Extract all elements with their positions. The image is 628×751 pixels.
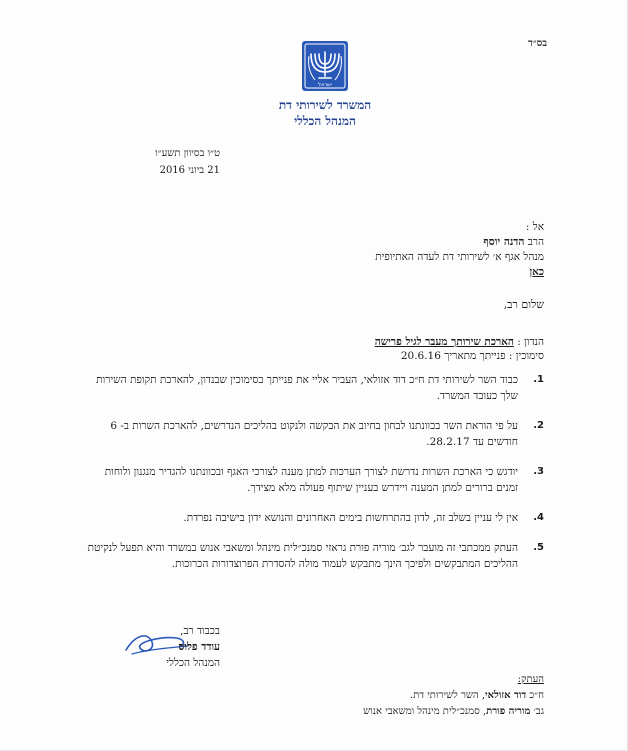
item-number: 3.: [533, 466, 544, 477]
item-number: 1.: [533, 374, 544, 385]
subject-reference: סימוכין : פנייתך מתאריך 20.6.16: [400, 350, 544, 362]
recipient-here: כאן: [529, 266, 544, 278]
closing-block: [130, 623, 220, 671]
greeting: שלום רב,: [503, 298, 544, 311]
cc-block: [164, 672, 544, 720]
recipient-prefix: הרב: [524, 236, 544, 248]
subject-line: [124, 335, 544, 349]
recipient-name-line: [144, 235, 544, 250]
recipient-name: הדנה יוסף: [483, 236, 525, 248]
item-number: 4.: [533, 512, 544, 523]
cc-line-1-rest: , השר לשירותי דת.: [409, 690, 486, 701]
emblem-text: ישראל: [318, 82, 332, 88]
subject-block: [124, 335, 544, 363]
ministry-name: המשרד לשירותי דת: [278, 98, 372, 112]
item-text: כבוד השר לשירותי דת ח״כ דוד אזולאי, העביר אליי את פנייתך בסימוכין שבנדון, להארכת תקופת השירות שלך כעובד המשרד.: [96, 374, 518, 402]
closing-regards: בכבוד רב,: [180, 625, 220, 637]
to-label: אל :: [525, 221, 544, 233]
signer-name: עודד פלוס: [178, 641, 220, 653]
item-text: אין לי עניין בשלב זה, לדון בהתרחשות בימים האחרונים והנושא ידון בישיבה נפרדת.: [183, 512, 518, 524]
cc-line-2: [164, 704, 544, 720]
subject-label: הנדון :: [513, 336, 544, 348]
recipient-block: [144, 220, 544, 280]
cc-title: העתק:: [517, 674, 544, 685]
gregorian-date: 21 ביוני 2016: [159, 165, 220, 176]
ministry-header: [200, 97, 450, 129]
menorah-emblem-icon: [301, 40, 349, 92]
list-item: [84, 372, 544, 404]
subject-title: הארכת שירותך מעבר לגיל פרישה: [374, 336, 514, 348]
hebrew-date: ט״ו בסיוון תשע״ו: [155, 148, 220, 159]
item-number: 5.: [533, 542, 544, 553]
ministry-department: המנהל הכללי: [294, 114, 356, 128]
cc-line-1: [164, 688, 544, 704]
cc-line-2-rest: , סמנכ״לית מינהל ומשאבי אנוש: [363, 706, 487, 717]
list-item: [84, 510, 544, 526]
cc-line-2-name: מוריה פורת: [486, 706, 531, 717]
signer-title: המנהל הכללי: [166, 657, 220, 669]
cc-line-1-name: דוד אזולאי: [485, 690, 527, 701]
item-text: על פי הוראת השר בכוונתנו לבחון בחיוב את הבקשה ולנקוט בהליכים הנדרשים, להארכת השרות ב- 6 חודשים עד 28.2.17.: [110, 420, 518, 448]
bsd-mark: בס״ד: [528, 38, 548, 49]
recipient-role: מנהל אגף א׳ לשירותי דת לעדה האתיופית: [375, 251, 544, 263]
item-number: 2.: [533, 420, 544, 431]
list-item: [84, 418, 544, 450]
item-text: העתק ממכתבי זה מועבר לגב׳ מוריה פורת גראזי סמנכ״לית מינהל ומשאבי אנוש במשרד והיא תפעל לנקיטת ההליכים המתבקשים ולפיכך הינך מתבקש לעמוד מולה להסדרת הפרוצדורות הכרוכות.: [87, 542, 518, 570]
list-item: [84, 540, 544, 572]
cc-line-2-prefix: גב׳: [530, 706, 544, 717]
item-text: יודגש כי הארכת השרות נדרשת לצורך הערכות למתן מענה לצורכי האגף ובכוונתנו להגדיר מנגנון ולוחות זמנים ברורים למתן המענה ויידרש בעניין שיתוף פעולה מלא מצידך.: [104, 466, 518, 494]
cc-line-1-prefix: ח״כ: [526, 690, 544, 701]
numbered-items: [84, 372, 544, 586]
list-item: [84, 464, 544, 496]
